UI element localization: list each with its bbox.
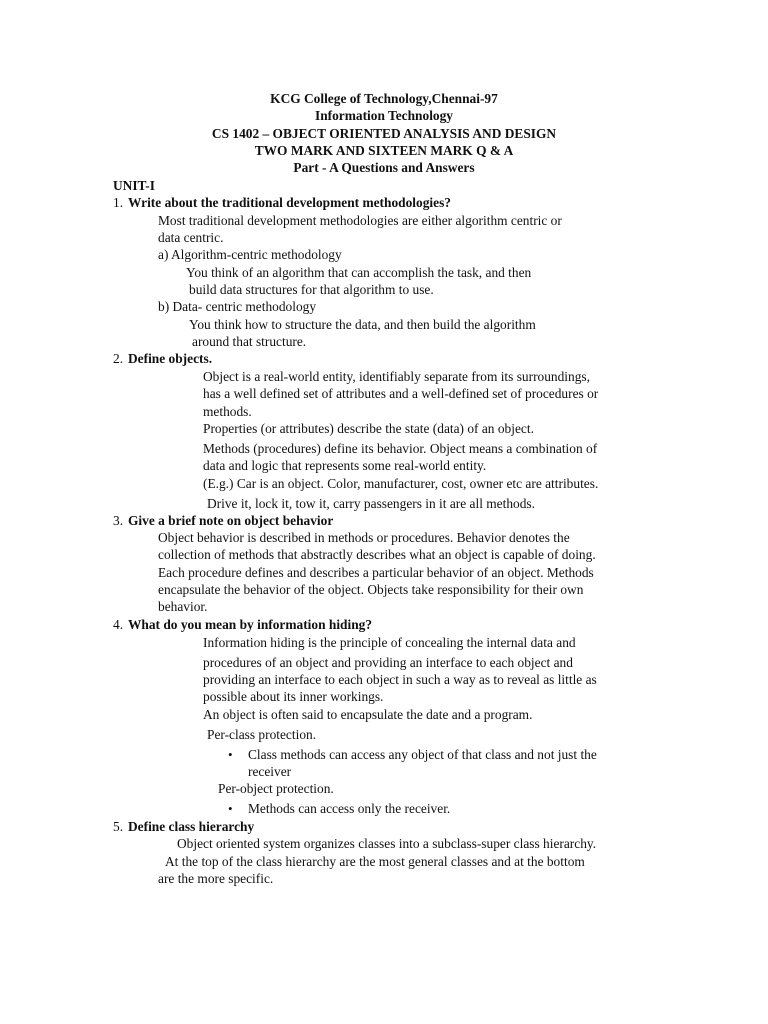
answer-line: Methods (procedures) define its behavior. Object means a combination of bbox=[203, 441, 598, 456]
answer-line: Object is a real-world entity, identifiably separate from its surroundings, bbox=[203, 369, 590, 384]
answer-line: providing an interface to each object in such a way as to reveal as little as bbox=[203, 672, 597, 687]
doc-subtitle: TWO MARK AND SIXTEEN MARK Q & A bbox=[254, 143, 514, 158]
answer-line: data and logic that represents some real-world entity. bbox=[203, 458, 487, 473]
bullet-text: Class methods can access any object of that class and not just the bbox=[248, 747, 597, 762]
answer-line: You think how to structure the data, and then build the algorithm bbox=[189, 317, 536, 332]
unit-heading: UNIT-I bbox=[113, 178, 155, 193]
answer-line: b) Data- centric methodology bbox=[158, 299, 317, 314]
part-heading: Part - A Questions and Answers bbox=[293, 160, 475, 175]
question-1: Write about the traditional development methodologies? bbox=[128, 195, 451, 210]
question-number: 5. bbox=[113, 819, 124, 834]
answer-line: An object is often said to encapsulate the date and a program. bbox=[203, 707, 533, 722]
question-number: 2. bbox=[113, 351, 124, 366]
answer-line: collection of methods that abstractly describes what an object is capable of doing. bbox=[158, 547, 596, 562]
answer-line: At the top of the class hierarchy are the most general classes and at the bottom bbox=[165, 854, 585, 869]
question-3: Give a brief note on object behavior bbox=[128, 513, 334, 528]
question-number: 1. bbox=[113, 195, 124, 210]
answer-line: (E.g.) Car is an object. Color, manufacturer, cost, owner etc are attributes. bbox=[203, 476, 599, 491]
bullet-text: receiver bbox=[248, 764, 292, 779]
question-5: Define class hierarchy bbox=[128, 819, 255, 834]
answer-line: methods. bbox=[203, 404, 252, 419]
answer-line: around that structure. bbox=[192, 334, 307, 349]
answer-line: are the more specific. bbox=[158, 871, 274, 886]
question-2: Define objects. bbox=[128, 351, 213, 366]
answer-line: procedures of an object and providing an interface to each object and bbox=[203, 655, 573, 670]
answer-line: You think of an algorithm that can accomplish the task, and then bbox=[186, 265, 532, 280]
answer-line: Object behavior is described in methods or procedures. Behavior denotes the bbox=[158, 530, 570, 545]
answer-line: Drive it, lock it, tow it, carry passengers in it are all methods. bbox=[207, 496, 535, 511]
question-4: What do you mean by information hiding? bbox=[128, 617, 373, 632]
bullet-icon: • bbox=[228, 747, 233, 762]
answer-line: encapsulate the behavior of the object. Objects take responsibility for their own bbox=[158, 582, 584, 597]
question-number: 3. bbox=[113, 513, 124, 528]
college-name: KCG College of Technology,Chennai-97 bbox=[270, 91, 498, 106]
answer-line: build data structures for that algorithm to use. bbox=[189, 282, 434, 297]
answer-line: Object oriented system organizes classes into a subclass-super class hierarchy. bbox=[177, 836, 597, 851]
course-title: CS 1402 – OBJECT ORIENTED ANALYSIS AND DESIGN bbox=[211, 126, 557, 141]
bullet-text: Methods can access only the receiver. bbox=[248, 801, 451, 816]
answer-line: Most traditional development methodologies are either algorithm centric or bbox=[158, 213, 562, 228]
answer-line: has a well defined set of attributes and a well-defined set of procedures or bbox=[203, 386, 599, 401]
answer-line: Per-class protection. bbox=[207, 727, 317, 742]
answer-line: behavior. bbox=[158, 599, 208, 614]
question-number: 4. bbox=[113, 617, 124, 632]
answer-line: a) Algorithm-centric methodology bbox=[158, 247, 342, 262]
answer-line: Information hiding is the principle of concealing the internal data and bbox=[203, 635, 576, 650]
bullet-icon: • bbox=[228, 801, 233, 816]
answer-line: Each procedure defines and describes a particular behavior of an object. Methods bbox=[158, 565, 594, 580]
department: Information Technology bbox=[314, 108, 454, 123]
answer-line: Per-object protection. bbox=[218, 781, 334, 796]
answer-line: Properties (or attributes) describe the state (data) of an object. bbox=[203, 421, 534, 436]
answer-line: possible about its inner workings. bbox=[203, 689, 384, 704]
answer-line: data centric. bbox=[158, 230, 224, 245]
